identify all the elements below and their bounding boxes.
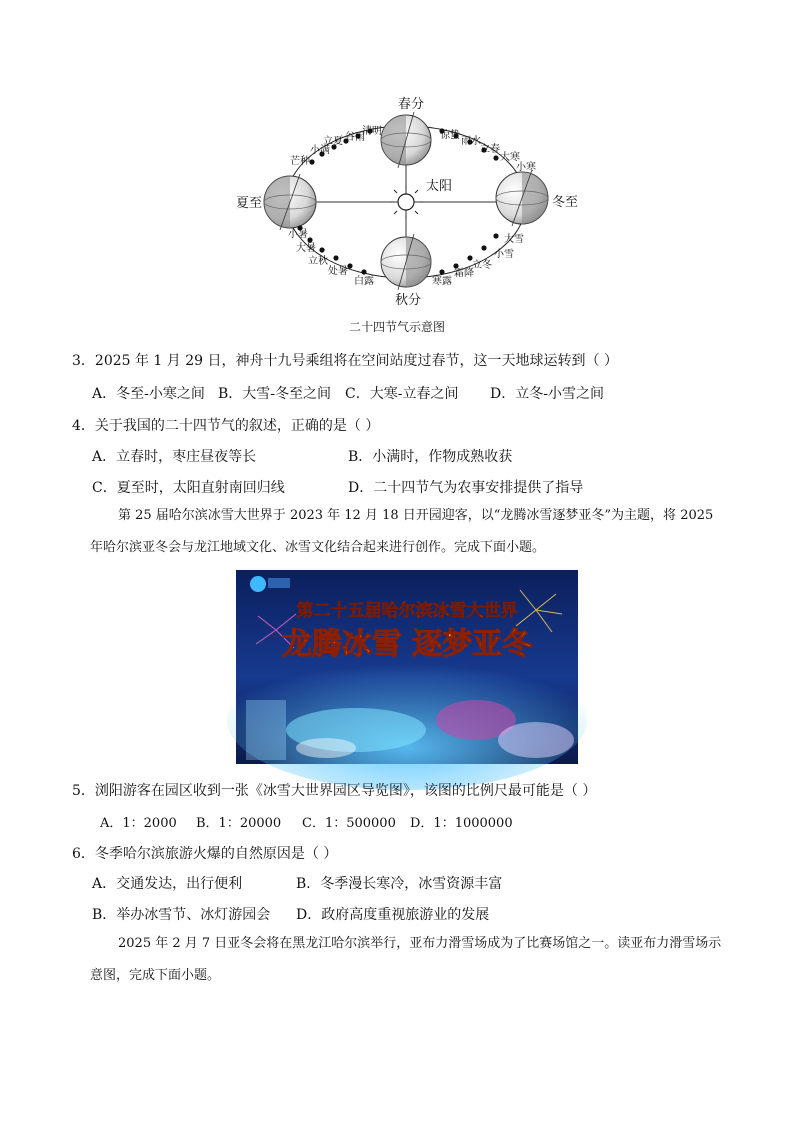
q4-option-d: D．二十四节气为农事安排提供了指导 [348, 480, 584, 496]
label-xiaohan: 小寒 [516, 162, 536, 173]
q5-option-a: A．1：2000 [100, 816, 177, 831]
label-winter: 冬至 [552, 195, 579, 210]
question-3-stem: 3．2025 年 1 月 29 日，神舟十九号乘组将在空间站度过春节，这一天地球运转到（ ） [72, 353, 618, 369]
label-shuangjiang: 霜降 [454, 268, 474, 279]
label-jingzhe: 惊蛰 [440, 130, 460, 141]
q5-option-c: C．1：500000 [302, 816, 396, 831]
label-spring: 春分 [398, 97, 425, 112]
q6-option-a: A．交通发达，出行便利 [92, 876, 243, 892]
globe-autumn-icon [381, 234, 431, 290]
q3-option-b: B．大雪-冬至之间 [218, 386, 332, 402]
label-hanlu: 寒露 [432, 276, 452, 287]
question-6-stem: 6．冬季哈尔滨旅游火爆的自然原因是（ ） [72, 846, 338, 862]
q5-option-b: B．1：20000 [196, 816, 282, 831]
globe-spring-icon [381, 112, 431, 168]
solar-terms-svg [236, 90, 590, 315]
label-dashu: 大暑 [296, 243, 316, 254]
label-bailu: 白露 [354, 276, 374, 287]
label-guyu: 谷雨 [345, 132, 365, 143]
label-lichun: 立春 [480, 144, 500, 155]
label-qingming: 清明 [362, 126, 382, 137]
photo-title-line2: 龙腾冰雪 逐梦亚冬 [281, 627, 533, 662]
label-lixia: 立夏 [323, 136, 343, 147]
label-liqiu: 立秋 [308, 256, 328, 267]
q6-option-b: B．冬季漫长寒冷，冰雪资源丰富 [296, 876, 503, 892]
label-xiaoxue: 小雪 [494, 249, 514, 260]
label-sun: 太阳 [426, 179, 453, 194]
globe-summer-icon [264, 174, 316, 230]
label-yushui: 雨水 [461, 136, 481, 147]
passage-1: 第 25 届哈尔滨冰雪大世界于 2023 年 12 月 18 日开园迎客，以“龙腾冰雪逐梦亚冬”为主题，将 2025 年哈尔滨亚冬会与龙江地域文化、冰雪文化结合起来进行创作。完成下面小题。 [90, 508, 714, 555]
passage-2: 2025 年 2 月 7 日亚冬会将在黑龙江哈尔滨举行，亚布力滑雪场成为了比赛场馆之一。读亚布力滑雪场示意图，完成下面小题。 [90, 936, 722, 983]
q3-option-a: A．冬至-小寒之间 [92, 386, 205, 402]
q6-option-d: D．政府高度重视旅游业的发展 [296, 907, 490, 923]
diagram-caption: 二十四节气示意图 [348, 320, 445, 334]
label-mangzhong: 芒种 [290, 156, 310, 167]
label-xiaoshu: 小暑 [288, 229, 308, 240]
q6-option-c: B．举办冰雪节、冰灯游园会 [92, 907, 271, 923]
label-xiaoman: 小满 [310, 145, 330, 156]
q5-option-d: D．1：1000000 [410, 816, 513, 831]
q4-option-a: A．立春时，枣庄昼夜等长 [92, 449, 257, 465]
q4-option-c: C．夏至时，太阳直射南回归线 [92, 480, 285, 496]
q4-option-b: B．小满时，作物成熟收获 [348, 449, 513, 465]
label-dahan: 大寒 [500, 152, 520, 163]
q3-option-d: D．立冬-小雪之间 [490, 386, 604, 402]
question-4-stem: 4．关于我国的二十四节气的叙述，正确的是（ ） [72, 418, 380, 434]
question-5-stem: 5．浏阳游客在园区收到一张《冰雪大世界园区导览图》，该图的比例尺最可能是（ ） [72, 783, 597, 799]
ice-snow-world-photo [236, 570, 578, 764]
globe-winter-icon [496, 170, 548, 226]
label-lidong: 立冬 [472, 260, 492, 271]
q3-option-c: C．大寒-立春之间 [345, 386, 459, 402]
label-daxue: 大雪 [504, 234, 524, 245]
label-chushu: 处暑 [328, 266, 348, 277]
solar-terms-diagram [236, 90, 590, 315]
label-summer: 夏至 [236, 196, 263, 211]
label-autumn: 秋分 [395, 293, 422, 308]
photo-title-line1: 第二十五届哈尔滨冰雪大世界 [296, 601, 518, 621]
